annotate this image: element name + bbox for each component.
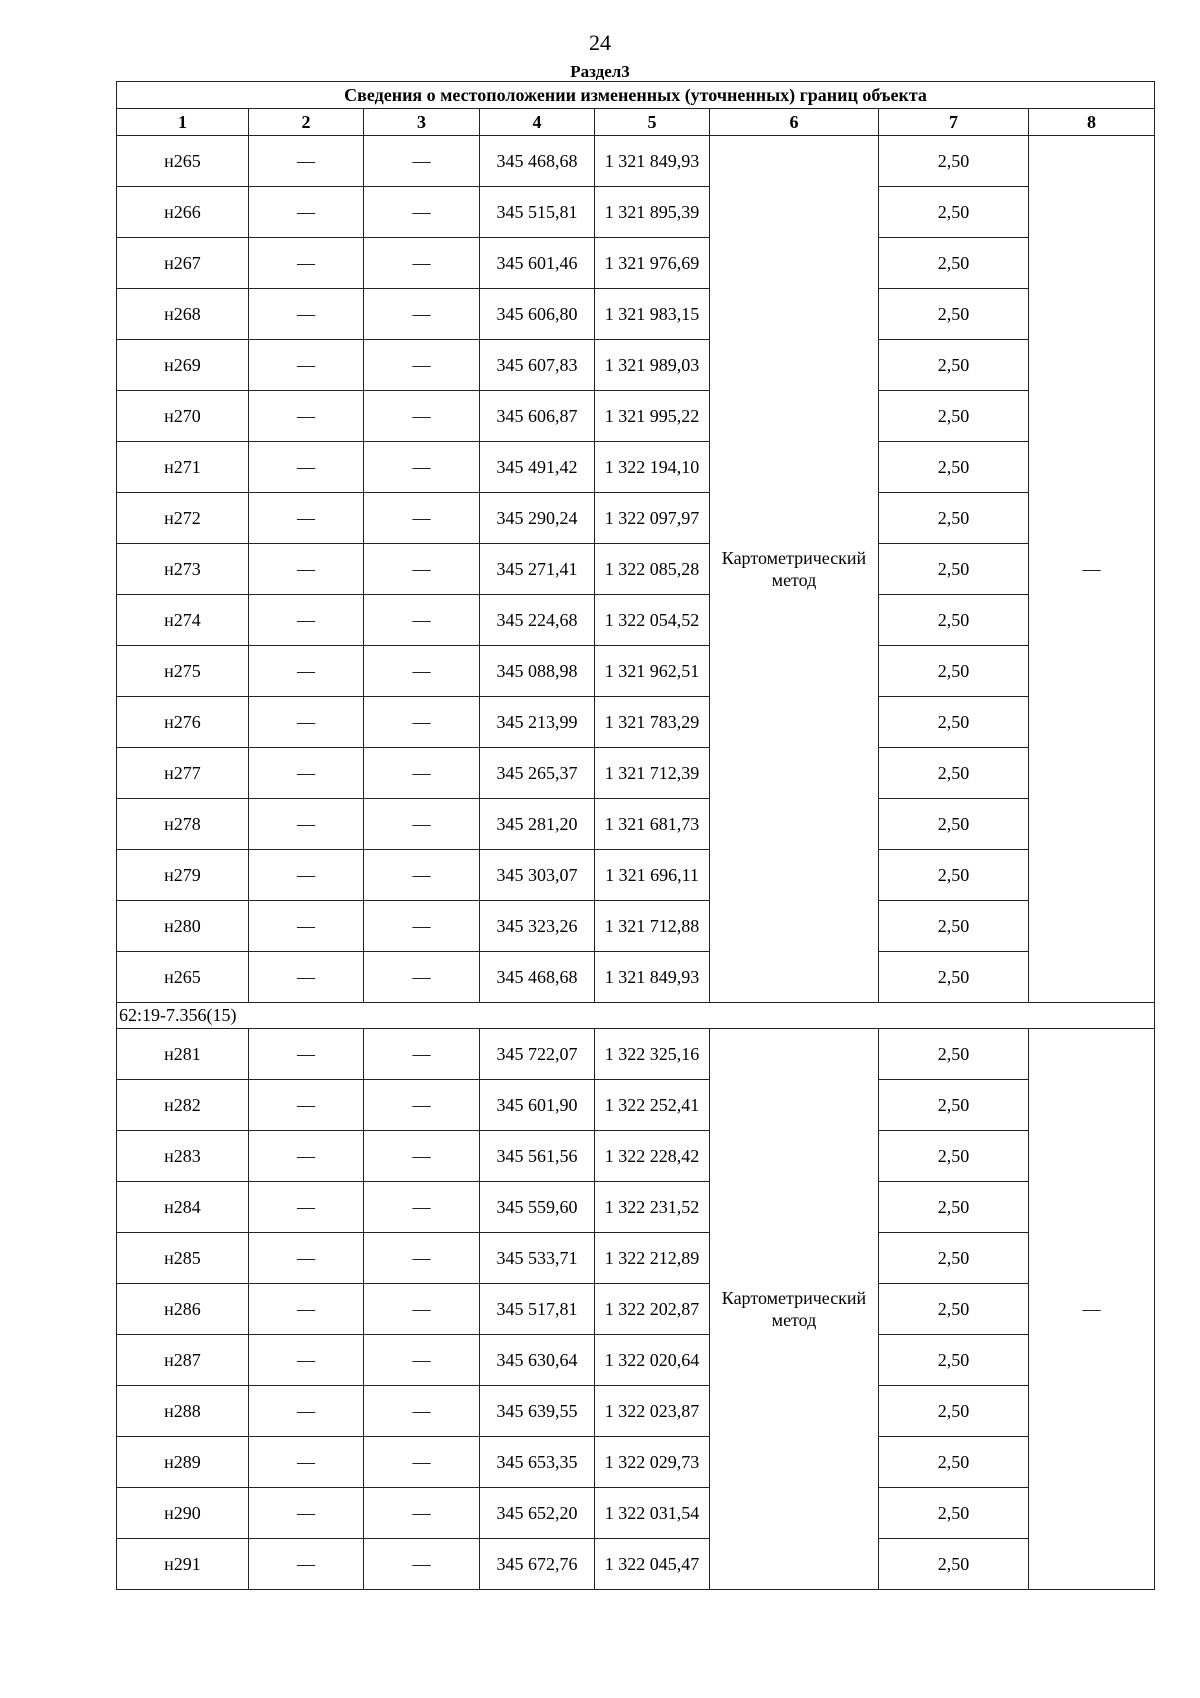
point-name-cell: н278 [117,799,249,850]
x-coordinate-cell: 345 515,81 [480,187,595,238]
point-name-cell: н285 [117,1233,249,1284]
x-coordinate-cell: 345 517,81 [480,1284,595,1335]
col3-cell: — [364,1386,480,1437]
col2-cell: — [249,1080,364,1131]
col3-cell: — [364,187,480,238]
x-coordinate-cell: 345 290,24 [480,493,595,544]
point-name-cell: н283 [117,1131,249,1182]
point-name-cell: н288 [117,1386,249,1437]
col2-cell: — [249,1488,364,1539]
table-row [117,1284,1155,1335]
point-name-cell: н280 [117,901,249,952]
point-name-cell: н276 [117,697,249,748]
col2-cell: — [249,544,364,595]
point-name-cell: н265 [117,952,249,1003]
column-number-6: 6 [710,109,879,136]
table-row [117,901,1155,952]
accuracy-cell: 2,50 [879,1284,1029,1335]
table-row [117,238,1155,289]
col2-cell: — [249,952,364,1003]
col3-cell: — [364,1131,480,1182]
col3-cell: — [364,340,480,391]
x-coordinate-cell: 345 271,41 [480,544,595,595]
table-row [117,595,1155,646]
table-row [117,442,1155,493]
col3-cell: — [364,799,480,850]
col3-cell: — [364,1233,480,1284]
accuracy-cell: 2,50 [879,901,1029,952]
point-name-cell: н271 [117,442,249,493]
col3-cell: — [364,850,480,901]
col3-cell: — [364,1029,480,1080]
col3-cell: — [364,1080,480,1131]
col3-cell: — [364,1488,480,1539]
y-coordinate-cell: 1 322 054,52 [595,595,710,646]
col2-cell: — [249,493,364,544]
accuracy-cell: 2,50 [879,748,1029,799]
column-number-4: 4 [480,109,595,136]
y-coordinate-cell: 1 321 712,39 [595,748,710,799]
page-number: 24 [589,30,611,55]
method-line-1: Картометрический [721,1288,867,1308]
col3-cell: — [364,1437,480,1488]
accuracy-cell: 2,50 [879,799,1029,850]
column-number-3: 3 [364,109,480,136]
x-coordinate-cell: 345 533,71 [480,1233,595,1284]
y-coordinate-cell: 1 321 696,11 [595,850,710,901]
accuracy-cell: 2,50 [879,1335,1029,1386]
col2-cell: — [249,697,364,748]
accuracy-cell: 2,50 [879,646,1029,697]
point-name-cell: н268 [117,289,249,340]
table-row [117,187,1155,238]
table-row [117,952,1155,1003]
y-coordinate-cell: 1 322 194,10 [595,442,710,493]
accuracy-cell: 2,50 [879,136,1029,187]
column-number-5: 5 [595,109,710,136]
column-number-row [117,109,1155,136]
method-line-2: метод [771,570,817,590]
col2-cell: — [249,799,364,850]
column-number-8: 8 [1029,109,1155,136]
column-number-7: 7 [879,109,1029,136]
group-label-row [117,1003,1155,1029]
accuracy-cell: 2,50 [879,340,1029,391]
table-row [117,799,1155,850]
col3-cell: — [364,493,480,544]
method-line-1: Картометрический [721,548,867,568]
x-coordinate-cell: 345 630,64 [480,1335,595,1386]
point-name-cell: н291 [117,1539,249,1590]
x-coordinate-cell: 345 607,83 [480,340,595,391]
x-coordinate-cell: 345 323,26 [480,901,595,952]
col8-cell: — [1029,1029,1155,1590]
table-row [117,748,1155,799]
col2-cell: — [249,748,364,799]
y-coordinate-cell: 1 322 202,87 [595,1284,710,1335]
section-title: Раздел3 [570,62,630,81]
table-row [117,391,1155,442]
y-coordinate-cell: 1 322 031,54 [595,1488,710,1539]
col3-cell: — [364,289,480,340]
x-coordinate-cell: 345 468,68 [480,136,595,187]
table-row [117,1335,1155,1386]
accuracy-cell: 2,50 [879,1029,1029,1080]
point-name-cell: н275 [117,646,249,697]
point-name-cell: н270 [117,391,249,442]
col2-cell: — [249,1029,364,1080]
y-coordinate-cell: 1 322 023,87 [595,1386,710,1437]
point-name-cell: н287 [117,1335,249,1386]
col2-cell: — [249,442,364,493]
y-coordinate-cell: 1 322 085,28 [595,544,710,595]
y-coordinate-cell: 1 321 712,88 [595,901,710,952]
col2-cell: — [249,238,364,289]
y-coordinate-cell: 1 321 783,29 [595,697,710,748]
table-row [117,1386,1155,1437]
col8-cell: — [1029,136,1155,1003]
x-coordinate-cell: 345 601,46 [480,238,595,289]
x-coordinate-cell: 345 722,07 [480,1029,595,1080]
y-coordinate-cell: 1 322 020,64 [595,1335,710,1386]
x-coordinate-cell: 345 606,87 [480,391,595,442]
point-name-cell: н273 [117,544,249,595]
accuracy-cell: 2,50 [879,391,1029,442]
col2-cell: — [249,1335,364,1386]
accuracy-cell: 2,50 [879,1539,1029,1590]
point-name-cell: н269 [117,340,249,391]
y-coordinate-cell: 1 322 097,97 [595,493,710,544]
x-coordinate-cell: 345 653,35 [480,1437,595,1488]
point-name-cell: н289 [117,1437,249,1488]
table-row [117,544,1155,595]
col3-cell: — [364,952,480,1003]
col3-cell: — [364,391,480,442]
accuracy-cell: 2,50 [879,187,1029,238]
col2-cell: — [249,289,364,340]
x-coordinate-cell: 345 303,07 [480,850,595,901]
point-name-cell: н272 [117,493,249,544]
col3-cell: — [364,646,480,697]
col2-cell: — [249,1182,364,1233]
x-coordinate-cell: 345 224,68 [480,595,595,646]
point-name-cell: н266 [117,187,249,238]
accuracy-cell: 2,50 [879,1080,1029,1131]
y-coordinate-cell: 1 321 995,22 [595,391,710,442]
x-coordinate-cell: 345 652,20 [480,1488,595,1539]
table-row [117,1488,1155,1539]
col2-cell: — [249,136,364,187]
table-row [117,493,1155,544]
accuracy-cell: 2,50 [879,952,1029,1003]
col3-cell: — [364,901,480,952]
table-row [117,646,1155,697]
y-coordinate-cell: 1 321 989,03 [595,340,710,391]
y-coordinate-cell: 1 322 212,89 [595,1233,710,1284]
x-coordinate-cell: 345 088,98 [480,646,595,697]
method-cell [710,1029,879,1590]
x-coordinate-cell: 345 639,55 [480,1386,595,1437]
y-coordinate-cell: 1 321 983,15 [595,289,710,340]
col2-cell: — [249,901,364,952]
accuracy-cell: 2,50 [879,850,1029,901]
accuracy-cell: 2,50 [879,595,1029,646]
col3-cell: — [364,442,480,493]
y-coordinate-cell: 1 322 325,16 [595,1029,710,1080]
x-coordinate-cell: 345 601,90 [480,1080,595,1131]
point-name-cell: н290 [117,1488,249,1539]
col2-cell: — [249,595,364,646]
col3-cell: — [364,595,480,646]
column-number-2: 2 [249,109,364,136]
x-coordinate-cell: 345 606,80 [480,289,595,340]
point-name-cell: н279 [117,850,249,901]
table-row [117,697,1155,748]
y-coordinate-cell: 1 321 849,93 [595,952,710,1003]
col3-cell: — [364,697,480,748]
table-row [117,1029,1155,1080]
col3-cell: — [364,1182,480,1233]
x-coordinate-cell: 345 468,68 [480,952,595,1003]
col2-cell: — [249,646,364,697]
table-row [117,1539,1155,1590]
y-coordinate-cell: 1 321 976,69 [595,238,710,289]
col3-cell: — [364,136,480,187]
col3-cell: — [364,1284,480,1335]
y-coordinate-cell: 1 322 045,47 [595,1539,710,1590]
col3-cell: — [364,238,480,289]
table-row [117,1182,1155,1233]
accuracy-cell: 2,50 [879,1182,1029,1233]
col2-cell: — [249,391,364,442]
point-name-cell: н282 [117,1080,249,1131]
accuracy-cell: 2,50 [879,493,1029,544]
method-cell [710,136,879,1003]
col2-cell: — [249,340,364,391]
table-row [117,289,1155,340]
x-coordinate-cell: 345 213,99 [480,697,595,748]
col2-cell: — [249,850,364,901]
point-name-cell: н281 [117,1029,249,1080]
table-row [117,340,1155,391]
accuracy-cell: 2,50 [879,544,1029,595]
col3-cell: — [364,1335,480,1386]
accuracy-cell: 2,50 [879,442,1029,493]
col2-cell: — [249,1284,364,1335]
col3-cell: — [364,544,480,595]
point-name-cell: н284 [117,1182,249,1233]
accuracy-cell: 2,50 [879,1233,1029,1284]
accuracy-cell: 2,50 [879,1437,1029,1488]
point-name-cell: н274 [117,595,249,646]
group-label: 62:19-7.356(15) [117,1003,1155,1029]
point-name-cell: н277 [117,748,249,799]
y-coordinate-cell: 1 321 895,39 [595,187,710,238]
table-row [117,136,1155,187]
x-coordinate-cell: 345 561,56 [480,1131,595,1182]
accuracy-cell: 2,50 [879,1386,1029,1437]
x-coordinate-cell: 345 281,20 [480,799,595,850]
table-row [117,1131,1155,1182]
point-name-cell: н265 [117,136,249,187]
col3-cell: — [364,1539,480,1590]
column-number-1: 1 [117,109,249,136]
col2-cell: — [249,1386,364,1437]
y-coordinate-cell: 1 322 252,41 [595,1080,710,1131]
accuracy-cell: 2,50 [879,289,1029,340]
table-row [117,1080,1155,1131]
boundary-table [116,81,1155,1590]
col2-cell: — [249,1539,364,1590]
accuracy-cell: 2,50 [879,697,1029,748]
x-coordinate-cell: 345 672,76 [480,1539,595,1590]
x-coordinate-cell: 345 491,42 [480,442,595,493]
table-row [117,1437,1155,1488]
method-line-2: метод [771,1310,817,1330]
table-caption: Сведения о местоположении измененных (уточненных) границ объекта [117,82,1155,109]
x-coordinate-cell: 345 265,37 [480,748,595,799]
col2-cell: — [249,1233,364,1284]
y-coordinate-cell: 1 322 228,42 [595,1131,710,1182]
accuracy-cell: 2,50 [879,238,1029,289]
x-coordinate-cell: 345 559,60 [480,1182,595,1233]
y-coordinate-cell: 1 321 681,73 [595,799,710,850]
point-name-cell: н267 [117,238,249,289]
table-row [117,1233,1155,1284]
point-name-cell: н286 [117,1284,249,1335]
table-row [117,850,1155,901]
y-coordinate-cell: 1 322 029,73 [595,1437,710,1488]
col3-cell: — [364,748,480,799]
col2-cell: — [249,1131,364,1182]
col2-cell: — [249,187,364,238]
y-coordinate-cell: 1 321 962,51 [595,646,710,697]
col2-cell: — [249,1437,364,1488]
y-coordinate-cell: 1 321 849,93 [595,136,710,187]
accuracy-cell: 2,50 [879,1488,1029,1539]
accuracy-cell: 2,50 [879,1131,1029,1182]
y-coordinate-cell: 1 322 231,52 [595,1182,710,1233]
